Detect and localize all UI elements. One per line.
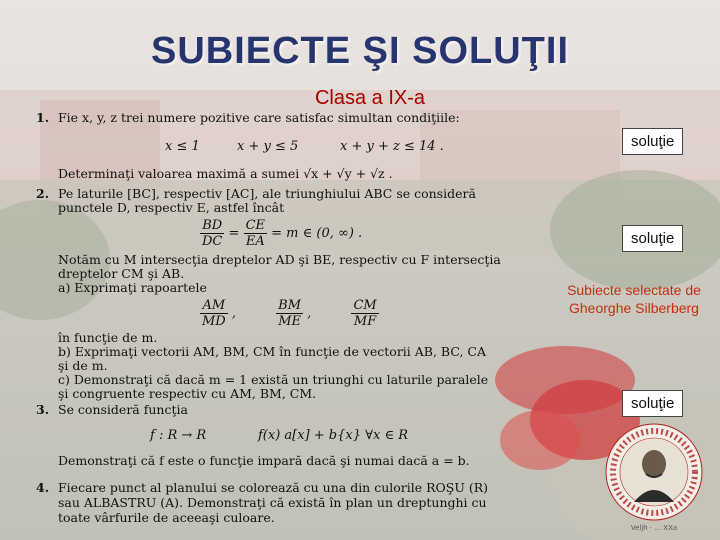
problem-2-line-1: Pe laturile [BC], respectiv [AC], ale triunghiului ABC se consideră bbox=[58, 186, 476, 201]
problem-2-line-2: punctele D, respectiv E, astfel încât bbox=[58, 200, 285, 215]
problem-3-text: Se consideră funcţia bbox=[58, 402, 188, 417]
author-credit bbox=[548, 281, 720, 317]
solution-3-button[interactable]: soluţie bbox=[622, 390, 683, 417]
problem-2-line-4: dreptelor CM şi AB. bbox=[58, 266, 185, 281]
problem-3-definition: f(x) a[x] + b{x} ∀x ∈ R bbox=[258, 428, 408, 443]
emblem-caption: Veljh · ... XXa bbox=[630, 524, 678, 532]
problem-1-number: 1. bbox=[36, 110, 50, 125]
problem-2-line-9: c) Demonstraţi că dacă m = 1 există un triunghi cu laturile paralele bbox=[58, 372, 489, 387]
problem-1-task: Determinaţi valoarea maximă a sumei √x + √y + √z . bbox=[58, 166, 393, 181]
problem-2-line-8: şi de m. bbox=[58, 358, 108, 373]
problem-1-condition-3: x + y + z ≤ 14 . bbox=[340, 139, 444, 154]
problem-1-condition-1: x ≤ 1 bbox=[165, 139, 200, 154]
fraction-ce-ea: $\frac{CE}{EA}$ bbox=[245, 218, 265, 249]
page-title: SUBIECTE ŞI SOLUŢII bbox=[150, 30, 570, 72]
author-credit-line-2: Gheorghe Silberberg bbox=[569, 300, 699, 316]
problem-2-ratio-equation: $\frac{BD}{DC}$ = $\frac{CE}{EA}$ = m ∈ (0, ∞) . bbox=[202, 218, 363, 249]
problem-3-number: 3. bbox=[36, 402, 50, 417]
problem-4-line-3: toate vârfurile de aceeaşi culoare. bbox=[58, 510, 275, 525]
fraction-cm-mf: $\frac{CM}{MF}$ bbox=[353, 298, 377, 329]
problem-2-line-3: Notăm cu M intersecţia dreptelor AD şi BE, respectiv cu F intersecţia bbox=[58, 252, 501, 267]
fraction-am-md: $\frac{AM}{MD}$ bbox=[202, 298, 226, 329]
problem-1-text: Fie x, y, z trei numere pozitive care satisfac simultan condiţiile: bbox=[58, 110, 460, 125]
solution-2-button[interactable]: soluţie bbox=[622, 225, 683, 252]
problem-3-function: f : R → R bbox=[150, 428, 207, 443]
problem-2-ratios: $\frac{AM}{MD}$ , $\frac{BM}{ME}$ , $\frac{CM}{MF}$ bbox=[202, 298, 377, 329]
problem-2-line-6: în funcţie de m. bbox=[58, 330, 158, 345]
page-subtitle: Clasa a IX-a bbox=[314, 87, 426, 109]
problem-4-line-1: Fiecare punct al planului se colorează cu una din culorile ROŞU (R) bbox=[58, 480, 489, 495]
problem-1-condition-2: x + y ≤ 5 bbox=[237, 139, 299, 154]
fraction-bm-me: $\frac{BM}{ME}$ bbox=[278, 298, 302, 329]
problem-2-number: 2. bbox=[36, 186, 50, 201]
problem-2-line-7: b) Exprimaţi vectorii AM, BM, CM în funcţie de vectorii AB, BC, CA bbox=[58, 344, 486, 359]
solution-1-button[interactable]: soluţie bbox=[622, 128, 683, 155]
author-credit-line-1: Subiecte selectate de bbox=[567, 282, 701, 298]
problem-2-line-10: şi congruente respectiv cu AM, BM, CM. bbox=[58, 386, 317, 401]
fraction-bd-dc: $\frac{BD}{DC}$ bbox=[202, 218, 223, 249]
problem-4-number: 4. bbox=[36, 480, 50, 495]
problem-4-line-2: sau ALBASTRU (A). Demonstraţi că există în plan un dreptunghi cu bbox=[58, 495, 487, 510]
problem-3-task: Demonstraţi că f este o funcţie impară dacă şi numai dacă a = b. bbox=[58, 453, 470, 468]
lalescu-emblem-image bbox=[598, 420, 710, 535]
problem-2-line-5: a) Exprimaţi rapoartele bbox=[58, 280, 207, 295]
